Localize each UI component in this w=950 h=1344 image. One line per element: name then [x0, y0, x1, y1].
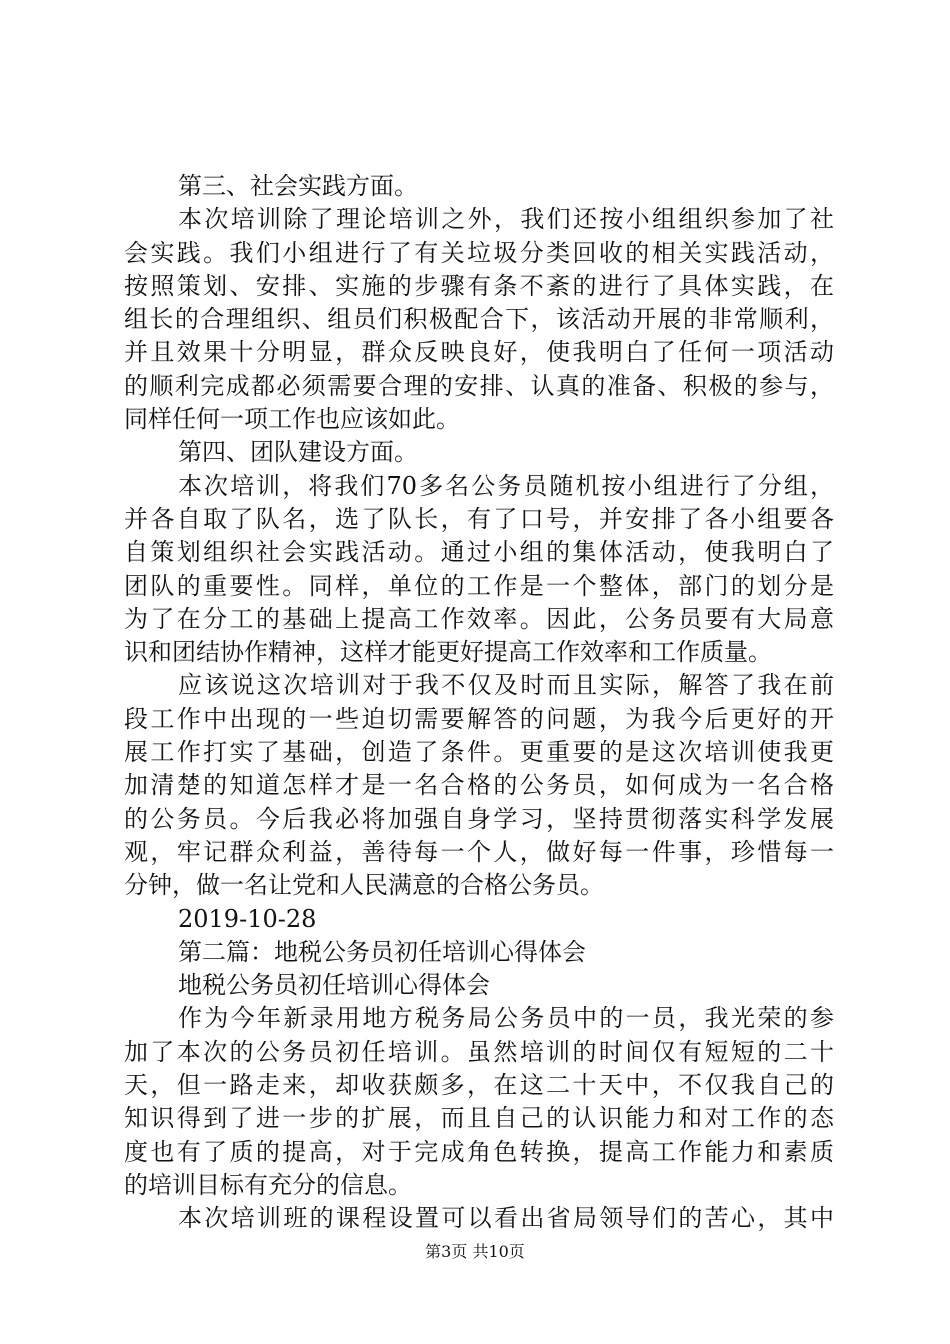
text-line: 地税公务员初任培训心得体会	[178, 971, 490, 1000]
text-line: 第四、团队建设方面。	[178, 438, 418, 467]
text-line: 的公务员。今后我必将加强自身学习，坚持贯彻落实科学发展	[124, 804, 834, 833]
text-line: 知识得到了进一步的扩展，而且自己的认识能力和对工作的态	[124, 1104, 834, 1133]
text-line: 同样任何一项工作也应该如此。	[124, 405, 460, 434]
text-line: 加清楚的知道怎样才是一名合格的公务员，如何成为一名合格	[124, 771, 834, 800]
text-line: 本次培训，将我们70多名公务员随机按小组进行了分组，	[178, 471, 834, 500]
text-line: 度也有了质的提高，对于完成角色转换，提高工作能力和素质	[124, 1137, 834, 1166]
text-line: 2019-10-28	[178, 904, 317, 933]
text-line: 的顺利完成都必须需要合理的安排、认真的准备、积极的参与，	[124, 371, 834, 400]
text-line: 观，牢记群众利益，善待每一个人，做好每一件事，珍惜每一	[124, 837, 834, 866]
text-line: 分钟，做一名让党和人民满意的合格公务员。	[124, 871, 604, 900]
text-line: 会实践。我们小组进行了有关垃圾分类回收的相关实践活动，	[124, 238, 834, 267]
text-line: 自策划组织社会实践活动。通过小组的集体活动，使我明白了	[124, 538, 834, 567]
text-line: 作为今年新录用地方税务局公务员中的一员，我光荣的参	[178, 1004, 834, 1033]
text-line: 本次培训班的课程设置可以看出省局领导们的苦心，其中	[178, 1204, 834, 1233]
text-line: 并且效果十分明显，群众反映良好，使我明白了任何一项活动	[124, 338, 834, 367]
text-line: 并各自取了队名，选了队长，有了口号，并安排了各小组要各	[124, 504, 834, 533]
text-line: 加了本次的公务员初任培训。虽然培训的时间仅有短短的二十	[124, 1037, 834, 1066]
page-footer: 第3页 共10页	[425, 1242, 525, 1261]
document-body	[124, 170, 834, 1236]
text-line: 本次培训除了理论培训之外，我们还按小组组织参加了社	[178, 205, 834, 234]
text-line: 团队的重要性。同样，单位的工作是一个整体，部门的划分是	[124, 571, 834, 600]
text-line: 识和团结协作精神，这样才能更好提高工作效率和工作质量。	[124, 638, 772, 667]
text-line: 的培训目标有充分的信息。	[124, 1170, 412, 1199]
text-line: 天，但一路走来，却收获颇多，在这二十天中，不仅我自己的	[124, 1071, 834, 1100]
text-line: 段工作中出现的一些迫切需要解答的问题，为我今后更好的开	[124, 704, 834, 733]
text-line: 应该说这次培训对于我不仅及时而且实际，解答了我在前	[178, 671, 834, 700]
text-line: 第三、社会实践方面。	[178, 172, 418, 200]
text-line: 第二篇：地税公务员初任培训心得体会	[178, 937, 586, 966]
text-line: 为了在分工的基础上提高工作效率。因此，公务员要有大局意	[124, 604, 834, 633]
text-line: 展工作打实了基础，创造了条件。更重要的是这次培训使我更	[124, 738, 834, 767]
text-line: 组长的合理组织、组员们积极配合下，该活动开展的非常顺利，	[124, 305, 834, 334]
text-line: 按照策划、安排、实施的步骤有条不紊的进行了具体实践，在	[124, 271, 834, 300]
